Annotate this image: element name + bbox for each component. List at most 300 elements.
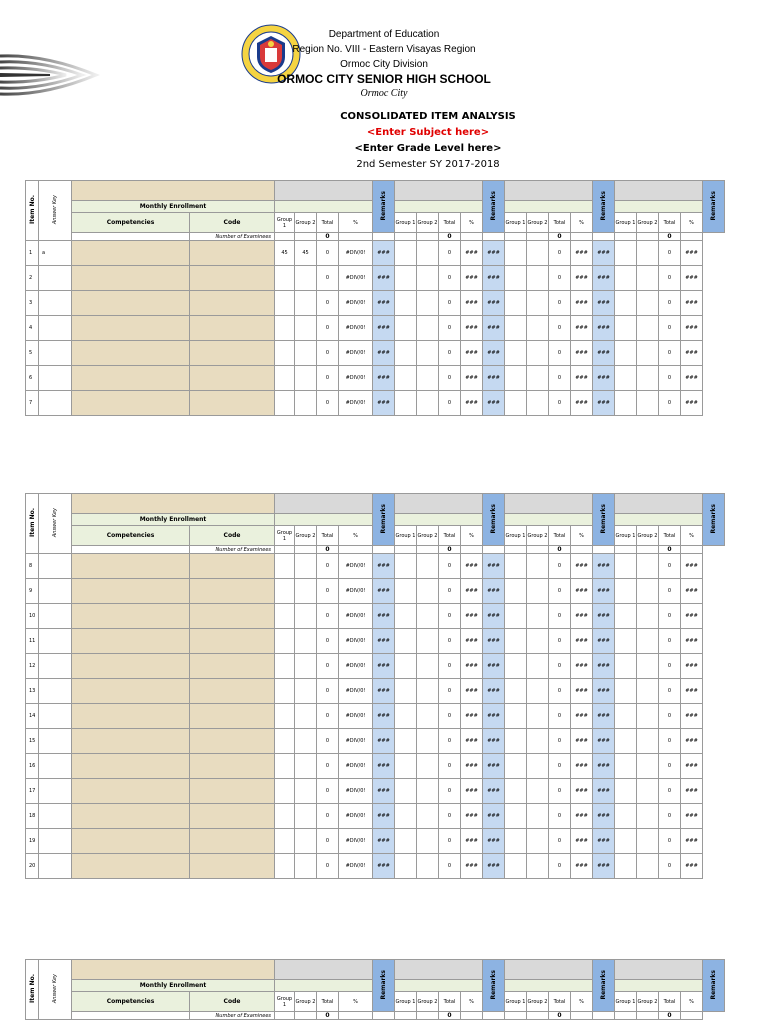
- remarks-value: ###: [373, 266, 395, 291]
- group2-value: [295, 629, 317, 654]
- competencies-header: Competencies: [72, 526, 190, 546]
- remarks-label: Remarks: [600, 969, 607, 1000]
- total-value: 0: [439, 366, 461, 391]
- total-value: 0: [439, 754, 461, 779]
- table-row: [26, 854, 725, 879]
- percent-header: %: [571, 213, 593, 233]
- group1-header: Group 1: [505, 992, 527, 1012]
- group2-value: [637, 804, 659, 829]
- code-cell: [190, 754, 275, 779]
- item-number: 17: [26, 779, 39, 804]
- examinees-label: Number of Examinees: [190, 1012, 275, 1020]
- percent-value: ###: [681, 804, 703, 829]
- group1-value: [395, 579, 417, 604]
- remarks-header: [483, 494, 505, 546]
- answer-key-cell: [39, 654, 72, 679]
- examinees-label: Number of Examinees: [190, 233, 275, 241]
- group1-value: [505, 554, 527, 579]
- remarks-value: ###: [483, 391, 505, 416]
- percent-value: ###: [681, 554, 703, 579]
- group2-value: [527, 366, 549, 391]
- code-header: Code: [190, 992, 275, 1012]
- table-row: [26, 391, 725, 416]
- group2-value: [637, 654, 659, 679]
- remarks-value: ###: [373, 804, 395, 829]
- answer-key-cell: [39, 829, 72, 854]
- remarks-value: ###: [483, 654, 505, 679]
- table-row: [26, 779, 725, 804]
- group2-value: [417, 291, 439, 316]
- examinee-total: 0: [317, 1012, 339, 1020]
- total-value: 0: [549, 704, 571, 729]
- total-value: 0: [439, 241, 461, 266]
- blank-cell: [527, 546, 549, 554]
- item-number: 19: [26, 829, 39, 854]
- group2-value: [295, 266, 317, 291]
- group1-value: [395, 679, 417, 704]
- item-number: 2: [26, 266, 39, 291]
- group1-value: [615, 679, 637, 704]
- total-header: Total: [549, 213, 571, 233]
- group-header-cell: [275, 494, 373, 514]
- remarks-header: [703, 494, 725, 546]
- percent-value: ###: [681, 779, 703, 804]
- remarks-value: ###: [373, 316, 395, 341]
- percent-value: ###: [681, 391, 703, 416]
- group2-value: [417, 604, 439, 629]
- answer-key-cell: [39, 729, 72, 754]
- blank-cell: [417, 546, 439, 554]
- total-value: 0: [549, 779, 571, 804]
- examinee-total: 0: [659, 1012, 681, 1020]
- group2-value: [637, 316, 659, 341]
- remarks-label: Remarks: [710, 503, 717, 534]
- group-header-cell: [615, 181, 703, 201]
- remarks-value: ###: [593, 579, 615, 604]
- percent-value: #DIV/0!: [339, 804, 373, 829]
- remarks-value: ###: [373, 629, 395, 654]
- code-cell: [190, 391, 275, 416]
- group-header-cell: [505, 960, 593, 980]
- group1-value: [275, 554, 295, 579]
- group2-value: [417, 554, 439, 579]
- group1-value: [395, 266, 417, 291]
- blank-cell: [527, 233, 549, 241]
- item-number: 18: [26, 804, 39, 829]
- remarks-value: ###: [483, 779, 505, 804]
- remarks-value: ###: [373, 341, 395, 366]
- examinees-label: Number of Examinees: [190, 546, 275, 554]
- remarks-label: Remarks: [490, 969, 497, 1000]
- total-value: 0: [659, 804, 681, 829]
- group1-value: [615, 829, 637, 854]
- blank-cell: [72, 233, 190, 241]
- group1-value: [505, 266, 527, 291]
- total-value: 0: [659, 341, 681, 366]
- blank-cell: [275, 233, 295, 241]
- examinee-total: 0: [317, 546, 339, 554]
- competency-cell: [72, 729, 190, 754]
- group1-value: [615, 704, 637, 729]
- group1-value: [615, 629, 637, 654]
- group1-value: [275, 291, 295, 316]
- table-row: [26, 729, 725, 754]
- table-row: [26, 804, 725, 829]
- percent-value: ###: [681, 604, 703, 629]
- group1-header: Group 1: [615, 526, 637, 546]
- percent-value: #DIV/0!: [339, 241, 373, 266]
- group2-value: [417, 854, 439, 879]
- percent-value: ###: [571, 391, 593, 416]
- percent-header: %: [461, 526, 483, 546]
- remarks-value: ###: [483, 679, 505, 704]
- blank-cell: [373, 1012, 395, 1020]
- percent-value: ###: [461, 754, 483, 779]
- group2-value: [527, 779, 549, 804]
- group2-value: [295, 829, 317, 854]
- blank-cell: [417, 1012, 439, 1020]
- answer-key-cell: a: [39, 241, 72, 266]
- remarks-header: [593, 494, 615, 546]
- code-cell: [190, 291, 275, 316]
- group2-value: [527, 679, 549, 704]
- remarks-value: ###: [483, 241, 505, 266]
- total-header: Total: [439, 213, 461, 233]
- total-header: Total: [659, 526, 681, 546]
- group1-value: [615, 341, 637, 366]
- code-cell: [190, 829, 275, 854]
- blank-cell: [681, 233, 703, 241]
- percent-value: #DIV/0!: [339, 854, 373, 879]
- monthly-enrollment-label: Monthly Enrollment: [72, 514, 275, 526]
- group1-header: Group 1: [275, 992, 295, 1012]
- group1-value: [505, 679, 527, 704]
- green-band-cell: [505, 514, 593, 526]
- group1-header: Group 1: [275, 213, 295, 233]
- group1-value: [395, 654, 417, 679]
- percent-value: ###: [571, 679, 593, 704]
- total-value: 0: [549, 754, 571, 779]
- item-number: 12: [26, 654, 39, 679]
- group1-value: [395, 241, 417, 266]
- item-number: 5: [26, 341, 39, 366]
- header-blank-cell: [72, 494, 275, 514]
- green-band-cell: [615, 980, 703, 992]
- total-value: 0: [659, 629, 681, 654]
- remarks-value: ###: [593, 266, 615, 291]
- table-row: [26, 754, 725, 779]
- examinee-total: 0: [549, 233, 571, 241]
- code-cell: [190, 366, 275, 391]
- remarks-value: ###: [483, 604, 505, 629]
- total-value: 0: [317, 291, 339, 316]
- blank-cell: [275, 546, 295, 554]
- total-value: 0: [439, 729, 461, 754]
- total-value: 0: [317, 241, 339, 266]
- competency-cell: [72, 266, 190, 291]
- item-analysis-table: [25, 959, 725, 1020]
- competency-cell: [72, 629, 190, 654]
- green-band-cell: [395, 201, 483, 213]
- percent-value: ###: [461, 729, 483, 754]
- remarks-label: Remarks: [380, 969, 387, 1000]
- group2-value: [417, 316, 439, 341]
- examinee-total: 0: [659, 546, 681, 554]
- remarks-label: Remarks: [490, 190, 497, 221]
- item-number: 11: [26, 629, 39, 654]
- group1-value: [395, 291, 417, 316]
- group2-header: Group 2: [295, 213, 317, 233]
- header-blank-cell: [72, 960, 275, 980]
- percent-value: #DIV/0!: [339, 579, 373, 604]
- percent-value: ###: [461, 554, 483, 579]
- group2-value: [417, 754, 439, 779]
- percent-value: ###: [461, 604, 483, 629]
- group2-value: [295, 291, 317, 316]
- percent-value: ###: [681, 629, 703, 654]
- total-value: 0: [659, 654, 681, 679]
- item-number: 1: [26, 241, 39, 266]
- group2-header: Group 2: [527, 213, 549, 233]
- blank-cell: [483, 546, 505, 554]
- blank-cell: [395, 546, 417, 554]
- group2-value: [417, 391, 439, 416]
- group2-value: [527, 241, 549, 266]
- total-value: 0: [439, 579, 461, 604]
- percent-value: ###: [681, 241, 703, 266]
- department-name: Department of Education: [328, 29, 440, 40]
- group1-value: [505, 391, 527, 416]
- remarks-value: ###: [593, 291, 615, 316]
- group1-value: [395, 779, 417, 804]
- group1-value: [275, 654, 295, 679]
- group1-value: [275, 579, 295, 604]
- item-no-label: Item No.: [28, 195, 36, 224]
- total-value: 0: [659, 291, 681, 316]
- total-value: 0: [659, 854, 681, 879]
- group1-value: [275, 804, 295, 829]
- total-value: 0: [659, 366, 681, 391]
- blank-cell: [571, 546, 593, 554]
- total-header: Total: [549, 526, 571, 546]
- blank-cell: [275, 1012, 295, 1020]
- group1-value: [275, 704, 295, 729]
- group1-value: [505, 754, 527, 779]
- remarks-header: [483, 181, 505, 233]
- total-value: 0: [549, 241, 571, 266]
- remarks-value: ###: [373, 654, 395, 679]
- percent-header: %: [681, 526, 703, 546]
- group1-value: [275, 729, 295, 754]
- percent-value: ###: [571, 854, 593, 879]
- grade-placeholder[interactable]: <Enter Grade Level here>: [354, 143, 502, 154]
- blank-cell: [339, 233, 373, 241]
- group2-value: [527, 654, 549, 679]
- total-value: 0: [439, 829, 461, 854]
- group1-value: [395, 391, 417, 416]
- code-cell: [190, 654, 275, 679]
- green-band-cell: [395, 514, 483, 526]
- remarks-header: [703, 960, 725, 1012]
- percent-value: ###: [461, 341, 483, 366]
- total-header: Total: [659, 213, 681, 233]
- blank-cell: [295, 1012, 317, 1020]
- total-header: Total: [317, 213, 339, 233]
- group2-value: 45: [295, 241, 317, 266]
- examinee-total: 0: [439, 1012, 461, 1020]
- item-number: 20: [26, 854, 39, 879]
- remarks-value: ###: [483, 754, 505, 779]
- group1-value: [505, 291, 527, 316]
- remarks-value: ###: [373, 366, 395, 391]
- competency-cell: [72, 804, 190, 829]
- group1-value: [505, 654, 527, 679]
- table-row: [26, 291, 725, 316]
- total-value: 0: [659, 391, 681, 416]
- group2-value: [527, 291, 549, 316]
- city-name: Ormoc City: [360, 88, 408, 99]
- group2-value: [295, 341, 317, 366]
- total-value: 0: [549, 554, 571, 579]
- group2-value: [295, 679, 317, 704]
- total-value: 0: [317, 316, 339, 341]
- group2-value: [295, 804, 317, 829]
- group-header-cell: [615, 960, 703, 980]
- code-cell: [190, 779, 275, 804]
- total-value: 0: [549, 266, 571, 291]
- percent-value: ###: [571, 829, 593, 854]
- total-value: 0: [439, 266, 461, 291]
- remarks-value: ###: [483, 704, 505, 729]
- answer-key-cell: [39, 854, 72, 879]
- group1-value: [395, 854, 417, 879]
- percent-value: ###: [461, 654, 483, 679]
- group2-value: [637, 554, 659, 579]
- total-value: 0: [439, 654, 461, 679]
- group2-header: Group 2: [637, 526, 659, 546]
- remarks-value: ###: [373, 554, 395, 579]
- group2-value: [295, 316, 317, 341]
- total-value: 0: [549, 629, 571, 654]
- group-header-cell: [395, 181, 483, 201]
- percent-value: ###: [681, 266, 703, 291]
- item-number: 9: [26, 579, 39, 604]
- competency-cell: [72, 779, 190, 804]
- group2-value: [637, 266, 659, 291]
- table-row: [26, 266, 725, 291]
- remarks-value: ###: [593, 854, 615, 879]
- remarks-label: Remarks: [710, 190, 717, 221]
- competency-cell: [72, 391, 190, 416]
- percent-value: ###: [681, 704, 703, 729]
- remarks-value: ###: [593, 391, 615, 416]
- remarks-value: ###: [483, 366, 505, 391]
- group1-value: [615, 729, 637, 754]
- subject-placeholder[interactable]: <Enter Subject here>: [366, 127, 490, 138]
- code-cell: [190, 316, 275, 341]
- group2-value: [295, 654, 317, 679]
- percent-value: ###: [461, 679, 483, 704]
- code-cell: [190, 854, 275, 879]
- group2-value: [527, 829, 549, 854]
- percent-value: #DIV/0!: [339, 316, 373, 341]
- code-cell: [190, 679, 275, 704]
- group1-value: [275, 779, 295, 804]
- total-value: 0: [549, 679, 571, 704]
- remarks-value: ###: [593, 629, 615, 654]
- item-analysis-table: [25, 180, 725, 416]
- group1-value: [505, 341, 527, 366]
- group2-value: [295, 579, 317, 604]
- remarks-value: ###: [483, 629, 505, 654]
- group2-value: [527, 554, 549, 579]
- group2-value: [637, 241, 659, 266]
- percent-header: %: [681, 992, 703, 1012]
- group1-value: [275, 854, 295, 879]
- group1-value: [505, 604, 527, 629]
- group2-value: [417, 629, 439, 654]
- group2-value: [295, 729, 317, 754]
- answer-key-cell: [39, 804, 72, 829]
- group2-value: [295, 391, 317, 416]
- group1-value: [395, 754, 417, 779]
- percent-value: ###: [461, 366, 483, 391]
- group2-value: [417, 241, 439, 266]
- total-value: 0: [659, 679, 681, 704]
- percent-value: #DIV/0!: [339, 291, 373, 316]
- group1-value: [275, 266, 295, 291]
- group-header-cell: [505, 494, 593, 514]
- percent-value: ###: [571, 629, 593, 654]
- group1-header: Group 1: [275, 526, 295, 546]
- group1-value: [275, 366, 295, 391]
- group1-value: [505, 629, 527, 654]
- group2-value: [295, 554, 317, 579]
- table-row: [26, 341, 725, 366]
- percent-value: ###: [681, 579, 703, 604]
- table-row: [26, 654, 725, 679]
- blank-cell: [373, 233, 395, 241]
- group1-value: [615, 654, 637, 679]
- percent-value: #DIV/0!: [339, 754, 373, 779]
- percent-value: #DIV/0!: [339, 366, 373, 391]
- group1-value: [615, 604, 637, 629]
- blank-cell: [637, 546, 659, 554]
- remarks-value: ###: [373, 291, 395, 316]
- group1-value: [615, 779, 637, 804]
- total-value: 0: [659, 829, 681, 854]
- percent-value: ###: [571, 779, 593, 804]
- total-value: 0: [317, 679, 339, 704]
- percent-value: ###: [681, 654, 703, 679]
- group1-value: [615, 579, 637, 604]
- code-cell: [190, 629, 275, 654]
- total-value: 0: [659, 266, 681, 291]
- blank-cell: [72, 1012, 190, 1020]
- group2-value: [637, 754, 659, 779]
- blank-cell: [72, 546, 190, 554]
- group2-value: [527, 341, 549, 366]
- total-value: 0: [659, 754, 681, 779]
- group2-value: [637, 604, 659, 629]
- total-value: 0: [659, 704, 681, 729]
- percent-value: ###: [681, 679, 703, 704]
- group2-value: [417, 266, 439, 291]
- group2-value: [527, 729, 549, 754]
- group2-value: [637, 679, 659, 704]
- remarks-value: ###: [483, 829, 505, 854]
- blank-cell: [461, 546, 483, 554]
